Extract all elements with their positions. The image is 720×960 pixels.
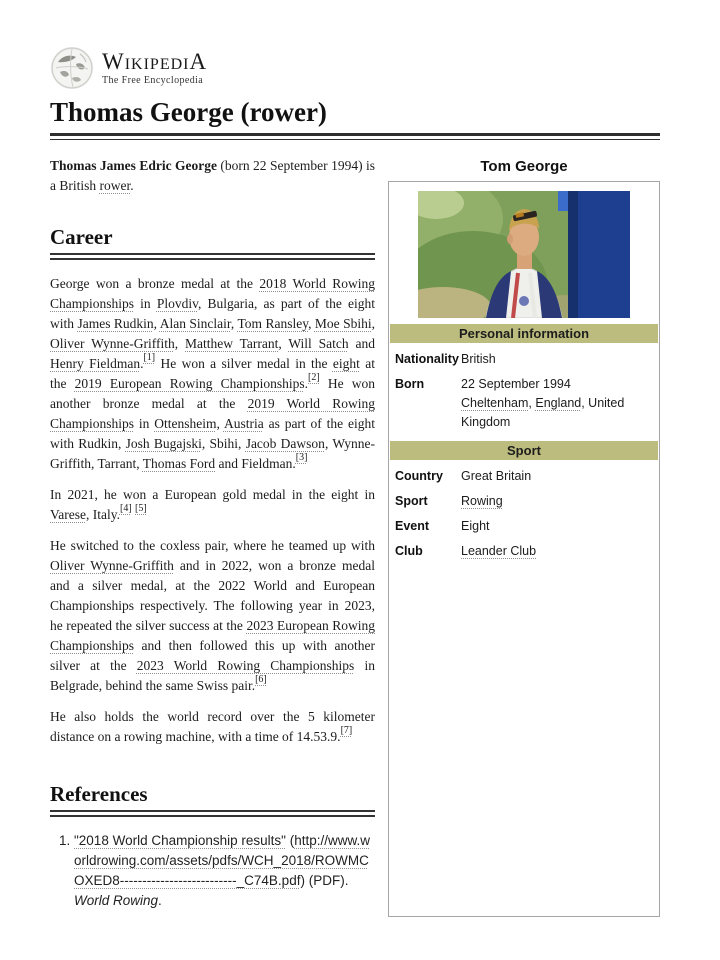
infobox-value: Eight xyxy=(461,518,490,533)
wiki-link[interactable]: Jacob Dawson xyxy=(245,435,325,451)
wiki-link[interactable]: Thomas Ford xyxy=(142,455,216,471)
wiki-link[interactable]: "2018 World Championship results" xyxy=(74,832,286,848)
wiki-link[interactable]: rower xyxy=(99,177,131,193)
page-title: Thomas George (rower) xyxy=(50,97,327,127)
wiki-link[interactable]: 2019 European Rowing Championships xyxy=(74,375,305,391)
infobox-row xyxy=(389,372,659,435)
references-heading-rule xyxy=(50,810,375,817)
wordmark-block xyxy=(102,50,207,86)
infobox-section-header-sport: Sport xyxy=(390,441,658,460)
footnote-ref[interactable]: [1] xyxy=(143,351,156,363)
reference-item: 1. "2018 World Championship results" (http://www.worldrowing.com/assets/pdfs/WCH_2018/ROWMCOXED8--------------------------_C74B.pdf) (PDF). World Rowing. xyxy=(74,831,375,911)
wiki-link[interactable]: Ottensheim xyxy=(154,415,217,431)
career-paragraph-3: He switched to the coxless pair, where he teamed up with Oliver Wynne-Griffith and in 2022, won a bronze medal and a silver medal, at the 2022 World and European Championships respectively. The following year in 2023, he repeated the silver success at the 2023 European Rowing Championships and then followed this up with another silver at the 2023 World Rowing Championships in Belgrade, behind the same Swiss pair.[6] xyxy=(50,537,375,693)
footnote-ref[interactable]: [4] xyxy=(119,502,132,514)
footnote-ref[interactable]: [6] xyxy=(255,673,267,685)
wiki-link[interactable]: Moe Sbihi xyxy=(314,315,372,331)
infobox-row xyxy=(389,539,659,564)
wikipedia-brand[interactable] xyxy=(50,46,660,90)
career-paragraph-1: George won a bronze medal at the 2018 World Rowing Championships in Plovdiv, Bulgaria, as part of the eight with James Rudkin, Alan Sinclair, Tom Ransley, Moe Sbihi, Oliver Wynne-Griffith, Matthew Tarrant, Will Satch and Henry Fieldman.[1] He won a silver medal in the eight at the 2019 European Rowing Championships.[2] He won another bronze medal at the 2019 World Rowing Championships in Ottensheim, Austria as part of the eight with Rudkin, Josh Bugajski, Sbihi, Jacob Dawson, Wynne-Griffith, Tarrant, Thomas Ford and Fieldman.[3] xyxy=(50,275,375,471)
infobox-rows-personal xyxy=(389,347,659,435)
references-list xyxy=(50,831,375,911)
lead-paragraph: Thomas James Edric George (born 22 September 1994) is a British rower. xyxy=(50,157,375,193)
wiki-link[interactable]: Cheltenham xyxy=(461,395,529,410)
infobox-value xyxy=(461,492,653,511)
footnote-ref[interactable]: [7] xyxy=(340,724,353,736)
infobox-label: Sport xyxy=(395,493,428,508)
career-paragraph-2: In 2021, he won a European gold medal in the eight in Varese, Italy.[4] [5] xyxy=(50,486,375,522)
wiki-link[interactable]: Plovdiv xyxy=(156,295,198,311)
wiki-link[interactable]: Henry Fieldman xyxy=(50,355,141,371)
wiki-link[interactable]: 2019 World Rowing Championships xyxy=(50,395,375,431)
infobox-label: Event xyxy=(395,518,430,533)
footnote-ref[interactable]: [3] xyxy=(295,451,308,463)
wikipedia-globe-logo xyxy=(50,46,94,90)
infobox-label: Club xyxy=(395,543,423,558)
infobox-row xyxy=(389,347,659,372)
wiki-link[interactable]: Oliver Wynne-Griffith xyxy=(50,335,175,351)
infobox-column xyxy=(388,156,660,917)
infobox-row xyxy=(389,489,659,514)
wiki-link[interactable]: 2018 World Rowing Championships xyxy=(50,275,375,311)
wiki-link[interactable]: Alan Sinclair xyxy=(159,315,231,331)
infobox-photo xyxy=(418,191,630,318)
wiki-link[interactable]: Matthew Tarrant xyxy=(185,335,279,351)
wikipedia-tagline: The Free Encyclopedia xyxy=(102,75,204,86)
career-heading-rule xyxy=(50,253,375,260)
references-heading: References xyxy=(50,781,148,806)
page-header xyxy=(50,46,660,140)
title-rule xyxy=(50,133,660,140)
content-columns xyxy=(50,156,660,917)
wiki-link[interactable]: 2023 World Rowing Championships xyxy=(136,657,355,673)
wikipedia-wordmark: WikipediA xyxy=(102,49,208,74)
infobox xyxy=(388,181,660,917)
wiki-link[interactable]: England xyxy=(535,395,582,410)
wiki-link[interactable]: Austria xyxy=(223,415,264,431)
wiki-link[interactable]: Josh Bugajski xyxy=(125,435,202,451)
footnote-ref[interactable]: [5] xyxy=(135,502,147,514)
wiki-link[interactable]: eight xyxy=(332,355,360,371)
bold-text: Thomas James Edric George xyxy=(50,157,217,173)
wiki-link[interactable]: 2023 European Rowing Championships xyxy=(50,617,375,653)
wiki-link[interactable]: Oliver Wynne-Griffith xyxy=(50,557,174,573)
wiki-link[interactable]: Varese xyxy=(50,506,86,522)
infobox-title: Tom George xyxy=(480,157,568,175)
wiki-link[interactable]: Rowing xyxy=(461,493,503,508)
wiki-link[interactable]: Tom Ransley xyxy=(237,315,309,331)
career-heading: Career xyxy=(50,224,113,249)
infobox-value: 22 September 1994 Cheltenham, England, United Kingdom xyxy=(461,376,625,429)
external-link[interactable]: http://www.worldrowing.com/assets/pdfs/WCH_2018/ROWMCOXED8--------------------------_C74B.pdf xyxy=(74,832,370,888)
infobox-label: Born xyxy=(395,376,425,391)
infobox-row xyxy=(389,464,659,489)
career-paragraph-4: He also holds the world record over the 5 kilometer distance on a rowing machine, with a time of 14.53.9.[7] xyxy=(50,708,375,744)
infobox-label: Nationality xyxy=(395,351,459,366)
infobox-row xyxy=(389,514,659,539)
infobox-label: Country xyxy=(395,468,443,483)
infobox-rows-sport xyxy=(389,464,659,564)
wiki-link[interactable]: Leander Club xyxy=(461,543,537,558)
infobox-value: British xyxy=(461,351,496,366)
wiki-link[interactable]: Will Satch xyxy=(288,335,349,351)
infobox-value: Great Britain xyxy=(461,468,532,483)
italic-text: World Rowing xyxy=(74,892,159,908)
infobox-value xyxy=(461,542,653,561)
footnote-ref[interactable]: [2] xyxy=(308,371,320,383)
infobox-section-header-personal: Personal information xyxy=(390,324,658,343)
article-body xyxy=(50,156,375,917)
wiki-link[interactable]: James Rudkin xyxy=(77,315,154,331)
